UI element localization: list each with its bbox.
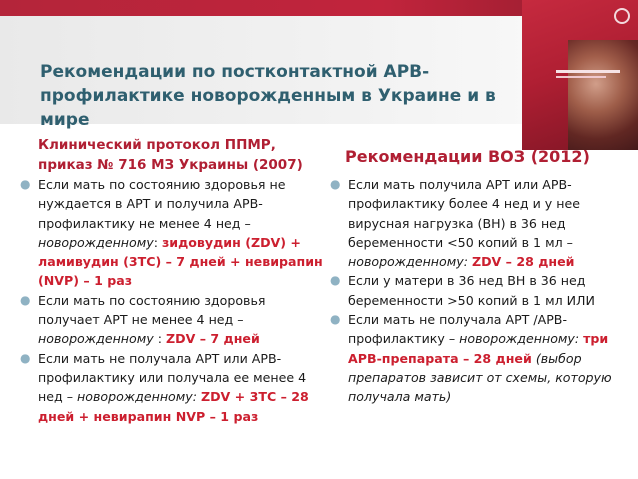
left-column-heading: Клинический протокол ППМР, приказ № 716 МЗ Украины (2007): [38, 137, 303, 173]
list-item: [20, 291, 330, 349]
item-text: Если мать не получала АРТ /АРВ-профилактику –: [348, 312, 567, 347]
item-text: Если у матери в 36 нед ВН в 36 нед беременности >50 копий в 1 мл ИЛИ: [348, 273, 595, 308]
newborn-label: новорожденному:: [459, 331, 580, 347]
drug-regimen: три АРВ-препарата – 28 дней: [348, 331, 609, 366]
item-text: Если мать не получала АРТ или АРВ-профилактику или получала ее менее 4 нед –: [38, 350, 307, 405]
newborn-label: новорожденному:: [77, 389, 197, 405]
slide-title: Рекомендации по постконтактной АРВ-профилактике новорожденным в Украине и в мире: [40, 62, 496, 130]
cover-photo: [568, 40, 638, 150]
list-item: [330, 175, 625, 271]
circle-bullet-icon: ●: [330, 312, 341, 327]
newborn-label: новорожденному:: [348, 254, 468, 270]
left-recommendations-list: [20, 175, 330, 426]
cover-stripe: [556, 70, 620, 73]
separator: :: [153, 234, 158, 250]
cover-stripe-secondary: [556, 76, 606, 78]
emblem-icon: [614, 8, 630, 24]
list-item: [330, 271, 625, 310]
item-text: Если мать по состоянию здоровья получает АРТ не менее 4 нед –: [38, 292, 266, 328]
cover-thumbnail: [522, 0, 638, 150]
drug-regimen: ZDV + 3TC – 28 дней + невирапин NVP – 1 раз: [38, 389, 309, 424]
newborn-label: новорожденному: [38, 331, 154, 347]
circle-bullet-icon: ●: [20, 350, 31, 365]
list-item: [330, 310, 625, 406]
drug-regimen: ZDV – 7 дней: [165, 331, 260, 347]
right-recommendations-list: [330, 175, 625, 407]
item-text: Если мать по состоянию здоровья не нуждается в АРТ и получила АРВ-профилактику не менее 4 нед –: [38, 177, 286, 231]
right-column-heading: Рекомендации ВОЗ (2012): [345, 147, 590, 166]
circle-bullet-icon: ●: [20, 177, 31, 191]
item-note: (выбор препаратов зависит от схемы, которую получала мать): [348, 350, 612, 405]
drug-regimen: ZDV – 28 дней: [471, 254, 575, 270]
drug-regimen: зидовудин (ZDV) + ламивудин (3TC) – 7 дней + невирапин (NVP) – 1 раз: [38, 234, 323, 289]
list-item: [20, 349, 330, 426]
item-text: Если мать получила АРТ или АРВ-профилактику более 4 нед и у нее вирусная нагрузка (ВН) в 36 нед беременности <50 копий в 1 мл –: [348, 177, 580, 250]
separator: :: [157, 331, 162, 347]
circle-bullet-icon: ●: [330, 273, 341, 288]
newborn-label: новорожденному: [38, 234, 154, 250]
list-item: [20, 175, 330, 291]
circle-bullet-icon: ●: [330, 177, 341, 191]
circle-bullet-icon: ●: [20, 292, 31, 307]
